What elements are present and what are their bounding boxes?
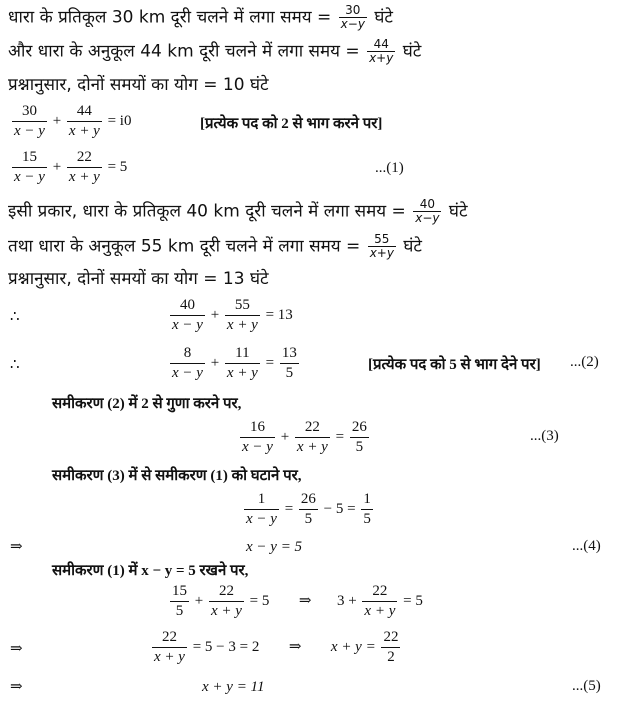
frac-30: $\frac{30}{x - y}$ xyxy=(14,103,45,139)
equation-i xyxy=(150,628,402,667)
frac-22: $\frac{22}{x + y}$ xyxy=(296,419,328,455)
equation-c xyxy=(168,296,293,335)
rhs: = 5 xyxy=(249,592,270,609)
frac-26-5: $\frac{26}{5}$ xyxy=(300,491,316,527)
fraction-44: $\frac{44}{x+y}$ xyxy=(369,37,394,65)
implies-arrow: ⇒ xyxy=(288,638,302,655)
label-3: ...(3) xyxy=(530,428,559,444)
frac-40: $\frac{40}{x - y}$ xyxy=(172,297,203,333)
step-3: समीकरण (1) में x − y = 5 रखने पर, xyxy=(52,563,249,579)
line-1 xyxy=(8,4,393,31)
label-2: ...(2) xyxy=(570,354,599,370)
step-1: समीकरण (2) में 2 से गुणा करने पर, xyxy=(52,396,242,412)
frac-22: $\frac{22}{x + y}$ xyxy=(68,149,100,185)
implies-arrow: ⇒ xyxy=(298,592,312,609)
frac-13-5: $\frac{13}{5}$ xyxy=(281,345,297,381)
step-2: समीकरण (3) में से समीकरण (1) को घटाने पर, xyxy=(52,468,302,484)
line-3: प्रश्नानुसार, दोनों समयों का योग = 10 घंटे xyxy=(8,75,269,95)
equation-b xyxy=(10,148,127,187)
line-1-text: धारा के प्रतिकूल 30 km दूरी चलने में लगा समय = xyxy=(8,7,332,28)
equation-d xyxy=(168,344,301,383)
equation-g: x − y = 5 xyxy=(246,539,303,555)
line-2 xyxy=(8,38,421,65)
line-5 xyxy=(8,233,422,260)
equation-j: x + y = 11 xyxy=(202,679,265,695)
fraction-55: $\frac{55}{x+y}$ xyxy=(369,232,394,260)
unit-hours: घंटे xyxy=(448,201,468,222)
equals: = xyxy=(335,428,345,445)
fraction-40: $\frac{40}{x-y}$ xyxy=(415,197,440,225)
unit-hours: घंटे xyxy=(402,41,422,62)
fraction-30: $\frac{30}{x-y}$ xyxy=(340,3,365,31)
line-6: प्रश्नानुसार, दोनों समयों का योग = 13 घंटे xyxy=(8,269,269,289)
frac-26-5: $\frac{26}{5}$ xyxy=(351,419,367,455)
frac-22-b: $\frac{22}{x + y}$ xyxy=(364,583,396,619)
line-2-text: और धारा के अनुकूल 44 km दूरी चलने में लगा समय = xyxy=(8,41,360,62)
plus: + xyxy=(280,428,290,445)
unit-hours: घंटे xyxy=(403,236,422,257)
therefore-d: ∴ xyxy=(10,357,20,373)
frac-15: $\frac{15}{x - y}$ xyxy=(14,149,45,185)
frac-44: $\frac{44}{x + y}$ xyxy=(68,103,100,139)
minus-5: − 5 = xyxy=(323,500,356,517)
frac-16: $\frac{16}{x - y}$ xyxy=(242,419,273,455)
frac-1: $\frac{1}{x - y}$ xyxy=(246,491,277,527)
frac-22: $\frac{22}{x + y}$ xyxy=(154,629,185,665)
equation-e xyxy=(238,418,371,457)
equals: = xyxy=(284,500,294,517)
label-1: ...(1) xyxy=(375,160,404,176)
frac-22-2: $\frac{22}{2}$ xyxy=(383,629,399,665)
label-4: ...(4) xyxy=(572,538,601,554)
plus: + xyxy=(52,158,62,175)
frac-15-5: $\frac{15}{5}$ xyxy=(172,583,187,619)
implies-i: ⇒ xyxy=(10,641,23,657)
rhs: = 13 xyxy=(265,306,293,323)
frac-8: $\frac{8}{x - y}$ xyxy=(172,345,203,381)
implies-j: ⇒ xyxy=(10,679,23,695)
equation-h xyxy=(168,582,423,621)
frac-11: $\frac{11}{x + y}$ xyxy=(226,345,258,381)
line-5-text: तथा धारा के अनुकूल 55 km दूरी चलने में लगा समय = xyxy=(8,236,361,257)
label-5: ...(5) xyxy=(572,678,601,694)
therefore-c: ∴ xyxy=(10,309,20,325)
note-divide-2: [प्रत्येक पद को 2 से भाग करने पर] xyxy=(200,116,383,132)
unit-hours: घंटे xyxy=(374,7,393,28)
frac-55: $\frac{55}{x + y}$ xyxy=(226,297,258,333)
rhs: = 5 xyxy=(107,158,128,175)
equation-a xyxy=(10,102,131,141)
plus: + xyxy=(52,112,62,129)
line-4 xyxy=(8,198,468,225)
x-plus-y-equals: x + y = xyxy=(330,638,376,655)
frac-22: $\frac{22}{x + y}$ xyxy=(210,583,242,619)
line-4-text: इसी प्रकार, धारा के प्रतिकूल 40 km दूरी चलने में लगा समय = xyxy=(8,201,406,222)
rhs-2: = 5 xyxy=(403,592,423,609)
equation-f xyxy=(242,490,375,529)
plus: + xyxy=(210,306,220,323)
rhs: = 5 − 3 = 2 xyxy=(192,638,260,655)
frac-1-5: $\frac{1}{5}$ xyxy=(363,491,371,527)
equals: = xyxy=(265,354,275,371)
plus: + xyxy=(194,592,204,609)
plus: + xyxy=(210,354,220,371)
implies-g: ⇒ xyxy=(10,539,23,555)
note-divide-5: [प्रत्येक पद को 5 से भाग देने पर] xyxy=(368,357,541,373)
three-plus: 3 + xyxy=(336,592,357,609)
rhs: = i0 xyxy=(107,112,132,129)
